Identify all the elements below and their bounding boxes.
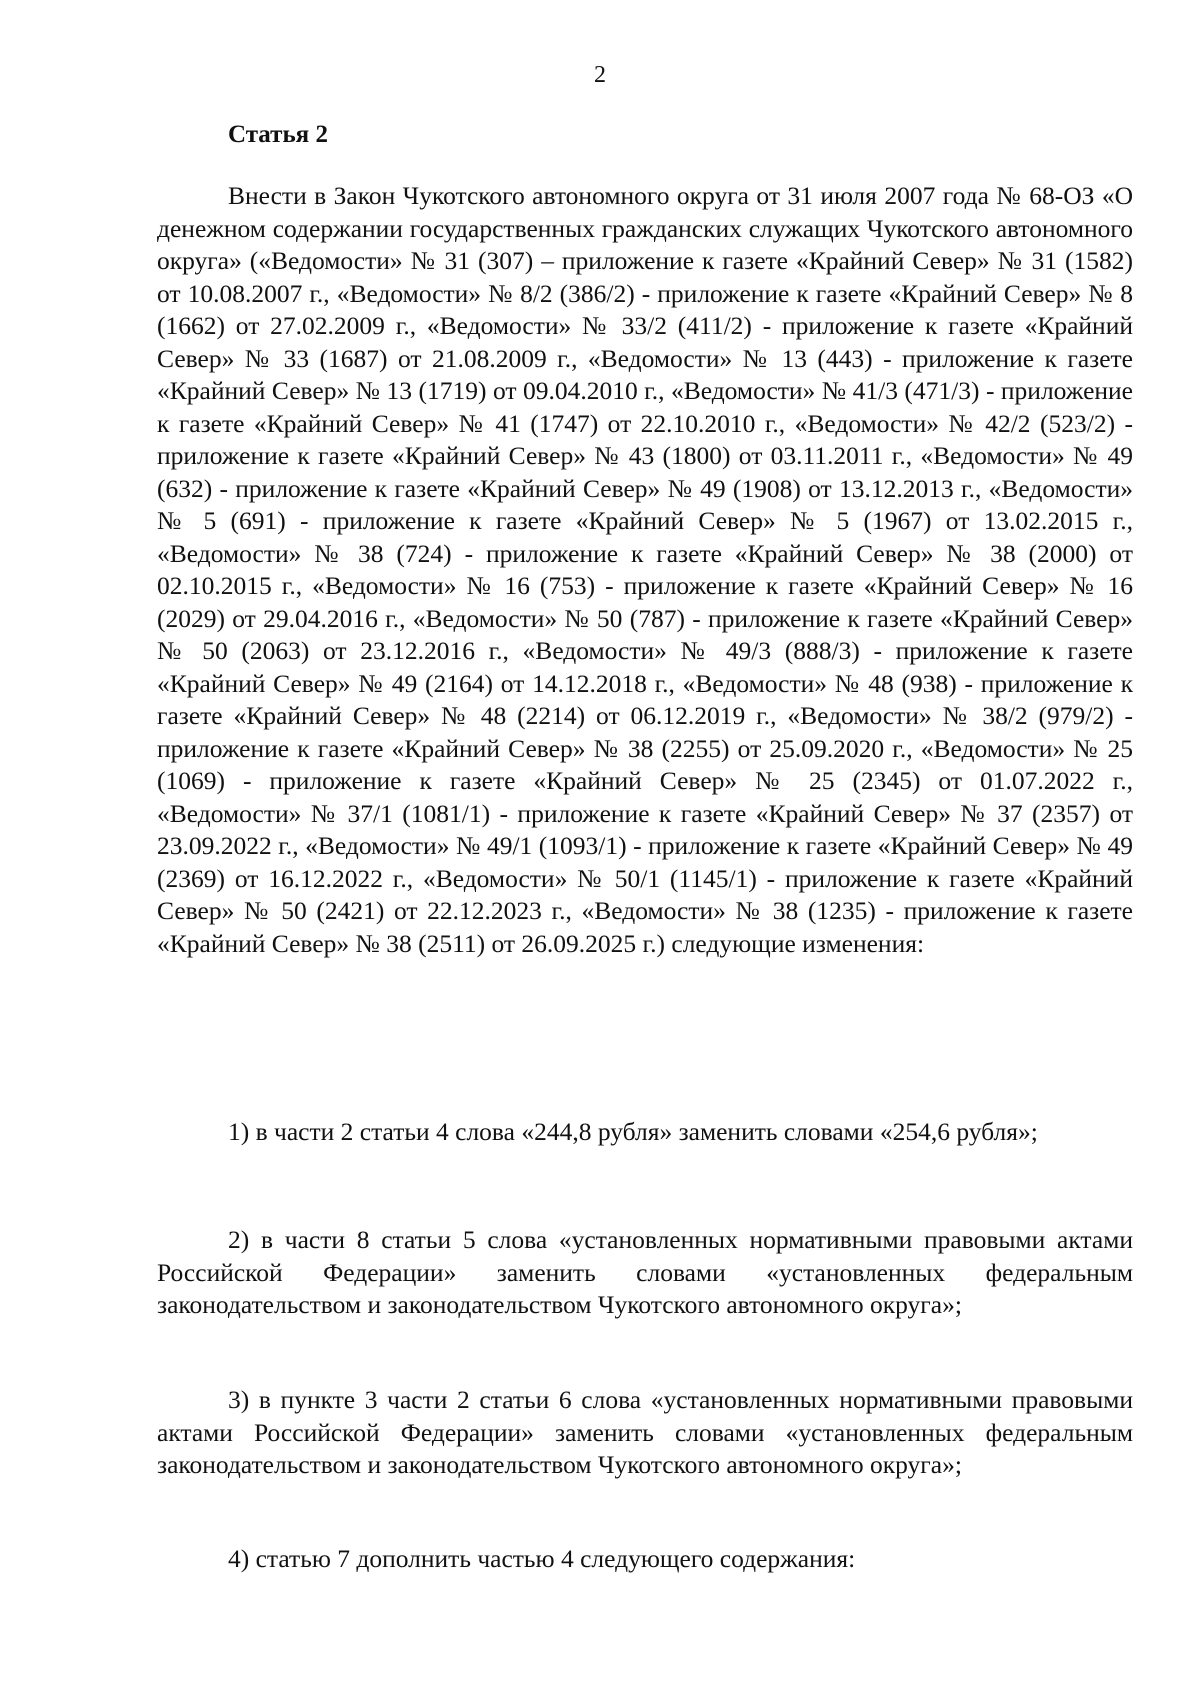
list-item-2: 2) в части 8 статьи 5 слова «установленных нормативными правовыми актами Российской Федерации» заменить словами «установленных федеральным законодательством и законодательством Чукотского автономного округа»; bbox=[157, 1225, 1133, 1319]
intro-paragraph: Внести в Закон Чукотского автономного округа от 31 июля 2007 года № 68-ОЗ «О денежном содержании государственных гражданских служащих Чукотского автономного округа» («Ведомости» № 31 (307) – приложение к газете «Крайний Север» № 31 (1582) от 10.08.2007 г., «Ведомости» № 8/2 (386/2) - приложение к газете «Крайний Север» № 8 (1662) от 27.02.2009 г., «Ведомости» № 33/2 (411/2) - приложение к газете «Крайний Север» № 33 (1687) от 21.08.2009 г., «Ведомости» № 13 (443) - приложение к газете «Крайний Север» № 13 (1719) от 09.04.2010 г., «Ведомости» № 41/3 (471/3) - приложение к газете «Крайний Север» № 41 (1747) от 22.10.2010 г., «Ведомости» № 42/2 (523/2) - приложение к газете «Крайний Север» № 43 (1800) от 03.11.2011 г., «Ведомости» № 49 (632) - приложение к газете «Крайний Север» № 49 (1908) от 13.12.2013 г., «Ведомости» № 5 (691) - приложение к газете «Крайний Север» № 5 (1967) от 13.02.2015 г., «Ведомости» № 38 (724) - приложение к газете «Крайний Север» № 38 (2000) от 02.10.2015 г., «Ведомости» № 16 (753) - приложение к газете «Крайний Север» № 16 (2029) от 29.04.2016 г., «Ведомости» № 50 (787) - приложение к газете «Крайний Север» № 50 (2063) от 23.12.2016 г., «Ведомости» № 49/3 (888/3) - приложение к газете «Крайний Север» № 49 (2164) от 14.12.2018 г., «Ведомости» № 48 (938) - приложение к газете «Крайний Север» № 48 (2214) от 06.12.2019 г., «Ведомости» № 38/2 (979/2) - приложение к газете «Крайний Север» № 38 (2255) от 25.09.2020 г., «Ведомости» № 25 (1069) - приложение к газете «Крайний Север» № 25 (2345) от 01.07.2022 г., «Ведомости» № 37/1 (1081/1) - приложение к газете «Крайний Север» № 37 (2357) от 23.09.2022 г., «Ведомости» № 49/1 (1093/1) - приложение к газете «Крайний Север» № 49 (2369) от 16.12.2022 г., «Ведомости» № 50/1 (1145/1) - приложение к газете «Крайний Север» № 50 (2421) от 22.12.2023 г., «Ведомости» № 38 (1235) - приложение к газете «Крайний Север» № 38 (2511) от 26.09.2025 г.) следующие изменения: bbox=[157, 181, 1133, 958]
article-heading: Статья 2 bbox=[228, 121, 328, 148]
list-item-3: 3) в пункте 3 части 2 статьи 6 слова «установленных нормативными правовыми актами Российской Федерации» заменить словами «установленных федеральным законодательством и законодательством Чукотского автономного округа»; bbox=[157, 1385, 1133, 1479]
page-number: 2 bbox=[594, 62, 606, 88]
list-item-4: 4) статью 7 дополнить частью 4 следующего содержания: bbox=[228, 1544, 856, 1573]
list-item-1: 1) в части 2 статьи 4 слова «244,8 рубля» заменить словами «254,6 рубля»; bbox=[228, 1117, 1038, 1146]
